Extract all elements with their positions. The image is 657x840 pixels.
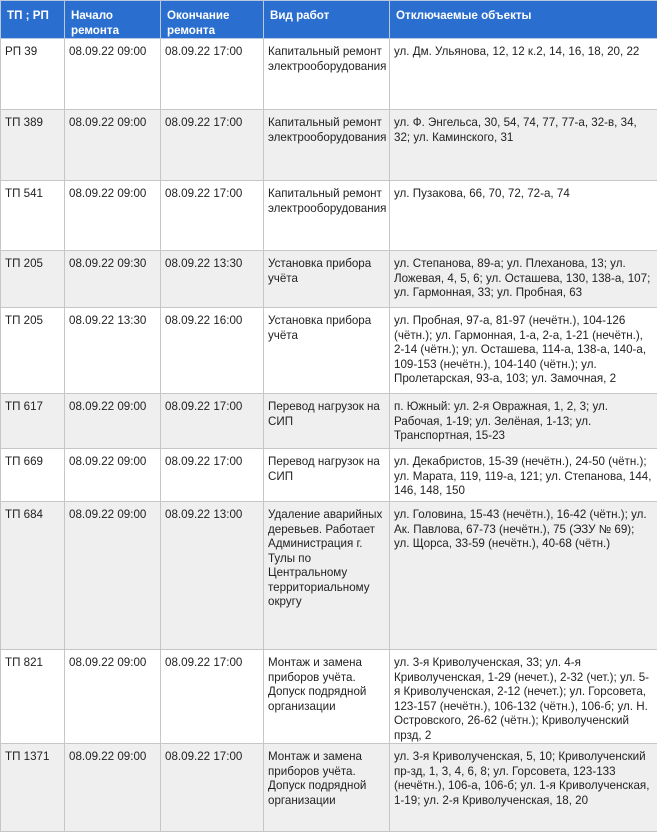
cell-start: 08.09.22 09:30 <box>65 251 161 308</box>
cell-tp: ТП 541 <box>1 181 65 251</box>
cell-work: Перевод нагрузок на СИП <box>264 394 390 449</box>
table-row <box>1 449 657 502</box>
table-row <box>1 110 657 181</box>
cell-objects: ул. 3-я Криволученская, 5, 10; Криволученский пр-зд, 1, 3, 4, 6, 8; ул. Горсовета, 123-133 (нечётн.), 106-а, 106-б; ул. 1-я Криволученская, 1-19; ул. 2-я Криволученская, 18, 20 <box>390 744 657 832</box>
cell-end: 08.09.22 17:00 <box>161 39 264 110</box>
cell-work: Капитальный ремонт электрооборудования <box>264 181 390 251</box>
cell-end: 08.09.22 17:00 <box>161 394 264 449</box>
cell-end: 08.09.22 16:00 <box>161 308 264 394</box>
table-row <box>1 502 657 650</box>
cell-start: 08.09.22 09:00 <box>65 39 161 110</box>
cell-work: Удаление аварийных деревьев. Работает Администрация г. Тулы по Центральному территориальному округу <box>264 502 390 650</box>
header-end: Окончание ремонта <box>161 1 264 39</box>
cell-end: 08.09.22 17:00 <box>161 110 264 181</box>
table-row <box>1 181 657 251</box>
cell-tp: ТП 669 <box>1 449 65 502</box>
cell-start: 08.09.22 09:00 <box>65 181 161 251</box>
cell-tp: ТП 389 <box>1 110 65 181</box>
cell-objects: ул. Декабристов, 15-39 (нечётн.), 24-50 (чётн.); ул. Марата, 119, 119-а, 121; ул. Степанова, 144, 146, 148, 150 <box>390 449 657 502</box>
cell-tp: ТП 205 <box>1 308 65 394</box>
cell-end: 08.09.22 13:30 <box>161 251 264 308</box>
header-tp: ТП ; РП <box>1 1 65 39</box>
cell-start: 08.09.22 09:00 <box>65 650 161 744</box>
cell-objects: ул. 3-я Криволученская, 33; ул. 4-я Криволученская, 1-29 (нечет.), 2-32 (чет.); ул. 5-я Криволученская, 2-12 (нечет.); ул. Горсовета, 123-157 (нечётн.), 106-132 (чётн.), 106-б; ул. Н. Островского, 26-62 (чётн.); Криволученский прзд, 2 <box>390 650 657 744</box>
cell-end: 08.09.22 17:00 <box>161 449 264 502</box>
cell-end: 08.09.22 17:00 <box>161 181 264 251</box>
table-row <box>1 39 657 110</box>
table-row <box>1 744 657 832</box>
cell-work: Монтаж и замена приборов учёта. Допуск подрядной организации <box>264 744 390 832</box>
cell-objects: ул. Дм. Ульянова, 12, 12 к.2, 14, 16, 18, 20, 22 <box>390 39 657 110</box>
cell-objects: ул. Ф. Энгельса, 30, 54, 74, 77, 77-а, 32-в, 34, 32; ул. Каминского, 31 <box>390 110 657 181</box>
table-header-row <box>1 1 657 39</box>
table-row <box>1 308 657 394</box>
cell-work: Капитальный ремонт электрооборудования <box>264 110 390 181</box>
cell-work: Установка прибора учёта <box>264 251 390 308</box>
table-row <box>1 251 657 308</box>
header-work-type: Вид работ <box>264 1 390 39</box>
table-row <box>1 394 657 449</box>
cell-work: Установка прибора учёта <box>264 308 390 394</box>
cell-start: 08.09.22 09:00 <box>65 394 161 449</box>
header-objects: Отключаемые объекты <box>390 1 657 39</box>
cell-start: 08.09.22 09:00 <box>65 502 161 650</box>
cell-start: 08.09.22 13:30 <box>65 308 161 394</box>
cell-work: Монтаж и замена приборов учёта. Допуск подрядной организации <box>264 650 390 744</box>
cell-tp: ТП 617 <box>1 394 65 449</box>
cell-start: 08.09.22 09:00 <box>65 110 161 181</box>
cell-objects: ул. Пробная, 97-а, 81-97 (нечётн.), 104-126 (чётн.); ул. Гармонная, 1-а, 2-а, 1-21 (нечётн.), 2-14 (чётн.); ул. Осташева, 114-а, 138-а, 140-а, 109-153 (нечётн.), 104-140 (чётн.); ул. Пролетарская, 93-а, 103; ул. Замочная, 2 <box>390 308 657 394</box>
cell-tp: ТП 1371 <box>1 744 65 832</box>
cell-objects: п. Южный: ул. 2-я Овражная, 1, 2, 3; ул. Рабочая, 1-19; ул. Зелёная, 1-13; ул. Транспортная, 15-23 <box>390 394 657 449</box>
cell-work: Перевод нагрузок на СИП <box>264 449 390 502</box>
cell-work: Капитальный ремонт электрооборудования <box>264 39 390 110</box>
cell-objects: ул. Пузакова, 66, 70, 72, 72-а, 74 <box>390 181 657 251</box>
cell-tp: РП 39 <box>1 39 65 110</box>
cell-tp: ТП 684 <box>1 502 65 650</box>
cell-end: 08.09.22 13:00 <box>161 502 264 650</box>
cell-objects: ул. Головина, 15-43 (нечётн.), 16-42 (чётн.); ул. Ак. Павлова, 67-73 (нечётн.), 75 (ЭЗУ № 69); ул. Щорса, 33-59 (нечётн.), 40-68 (чётн.) <box>390 502 657 650</box>
cell-tp: ТП 205 <box>1 251 65 308</box>
header-start: Начало ремонта <box>65 1 161 39</box>
cell-tp: ТП 821 <box>1 650 65 744</box>
cell-end: 08.09.22 17:00 <box>161 744 264 832</box>
cell-start: 08.09.22 09:00 <box>65 449 161 502</box>
cell-start: 08.09.22 09:00 <box>65 744 161 832</box>
cell-end: 08.09.22 17:00 <box>161 650 264 744</box>
table-row <box>1 650 657 744</box>
cell-objects: ул. Степанова, 89-а; ул. Плеханова, 13; ул. Ложевая, 4, 5, 6; ул. Осташева, 130, 138-а, 107; ул. Гармонная, 33; ул. Пробная, 63 <box>390 251 657 308</box>
